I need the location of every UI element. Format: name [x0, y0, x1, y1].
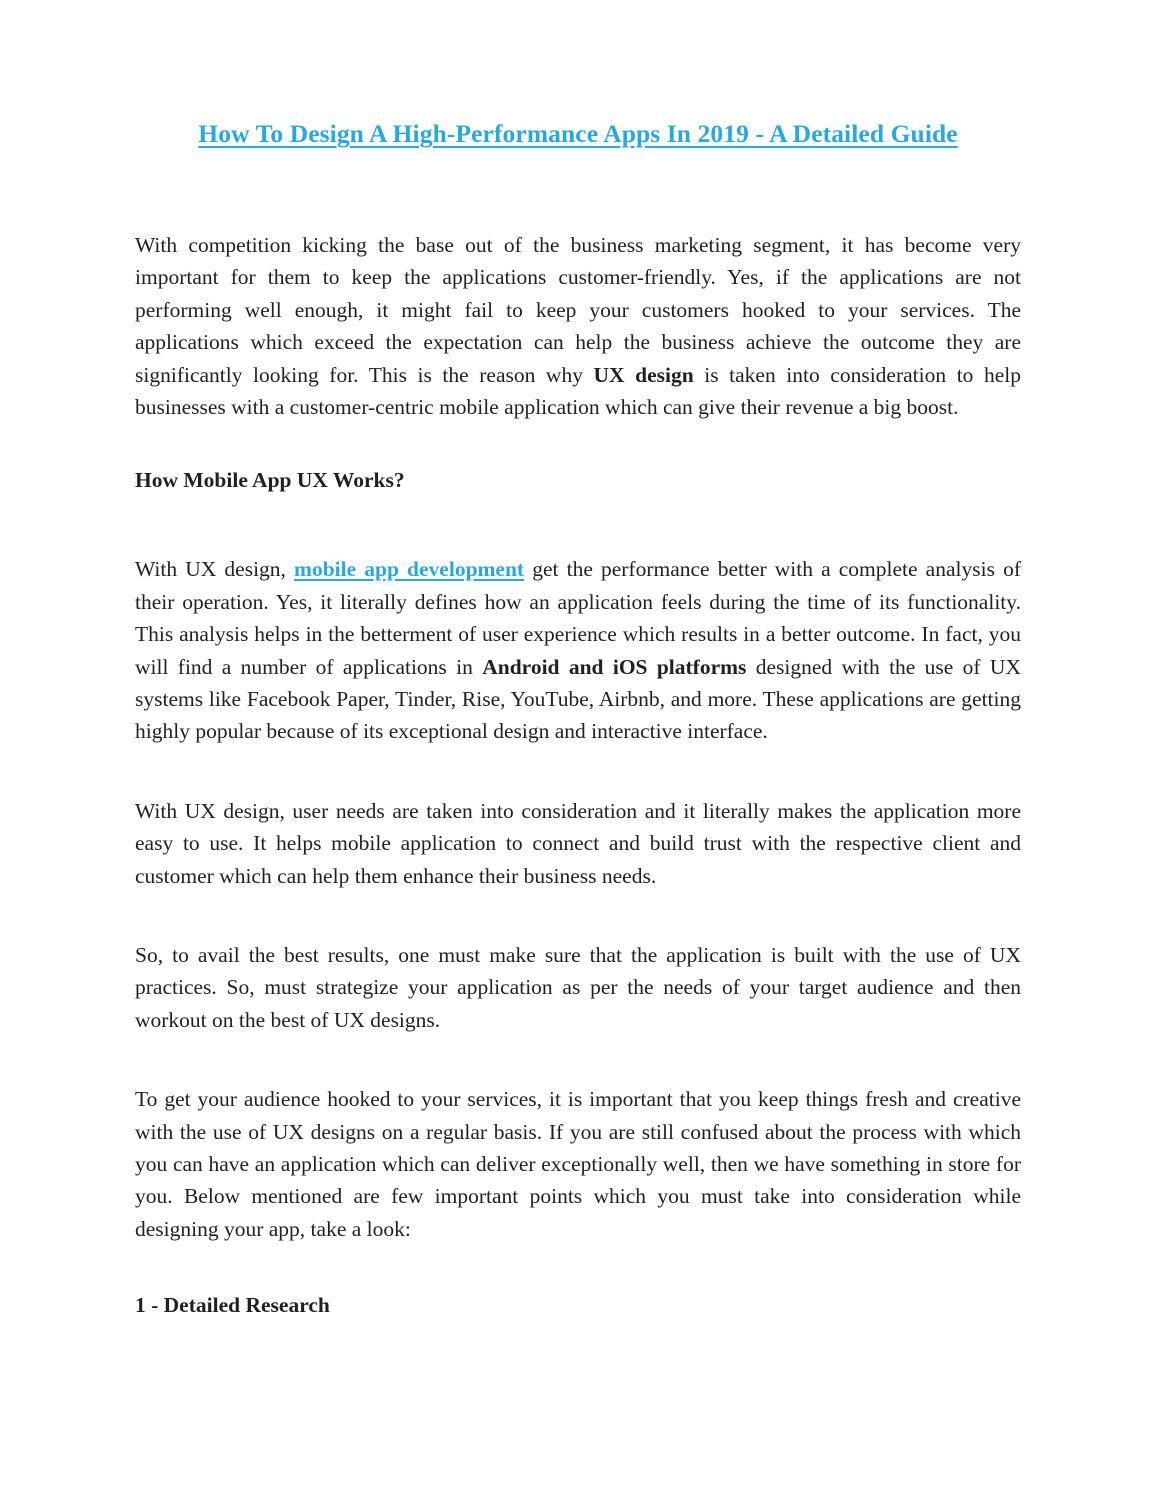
- spacer: [135, 150, 1021, 229]
- spacer: [135, 1036, 1021, 1083]
- heading-detailed-research: 1 - Detailed Research: [135, 1293, 330, 1318]
- spacer: [135, 1245, 1021, 1290]
- mobile-app-development-link[interactable]: mobile app development: [294, 557, 525, 582]
- document-content-column: [135, 118, 1021, 1320]
- paragraph-intro-text-part-2: is taken into consideration to help businesses with a customer-centric mobile application which can give their revenue a big boost.: [135, 362, 1021, 419]
- document-title-link[interactable]: How To Design A High-Performance Apps In 2019 - A Detailed Guide: [198, 119, 958, 148]
- paragraph-ux-overview-part-1: With UX design,: [135, 557, 295, 582]
- spacer: [135, 495, 1021, 553]
- paragraph-ux-overview-part-3: designed with the use of UX systems like Facebook Paper, Tinder, Rise, YouTube, Airbnb, and more. These applications are getting highly popular because of its exceptional design and interactive interface.: [135, 654, 1021, 744]
- paragraph-ux-overview-part-2: get the performance better with a complete analysis of their operation. Yes, it literally defines how an application feels during the time of its functionality. This analysis helps in the betterment of user experience which results in a better outcome. In fact, you will find a number of applications in: [135, 557, 1021, 679]
- heading-how-mobile-app-ux-works: How Mobile App UX Works?: [135, 468, 405, 493]
- paragraph-audience-hooked: To get your audience hooked to your services, it is important that you keep things fresh and creative with the use of UX designs on a regular basis. If you are still confused about the process with which you can have an application which can deliver exceptionally well, then we have something in store for you. Below mentioned are few important points which you must take into consideration while designing your app, take a look:: [135, 1087, 1021, 1241]
- spacer: [135, 892, 1021, 939]
- bold-android-and-ios-platforms: Android and iOS platforms: [482, 654, 747, 679]
- paragraph-user-needs: With UX design, user needs are taken into consideration and it literally makes the application more easy to use. It helps mobile application to connect and build trust with the respective client and customer which can help them enhance their business needs.: [135, 798, 1021, 888]
- paragraph-best-results: So, to avail the best results, one must make sure that the application is built with the use of UX practices. So, must strategize your application as per the needs of your target audience and then workout on the best of UX designs.: [135, 942, 1021, 1032]
- spacer: [135, 748, 1021, 795]
- paragraph-intro-text-part-1: With competition kicking the base out of the business marketing segment, it has become very important for them to keep the applications customer-friendly. Yes, if the applications are not performing well enough, it might fail to keep your customers hooked to your services. The applications which exceed the expectation can help the business achieve the outcome they are significantly looking for. This is the reason why: [135, 232, 1021, 387]
- spacer: [135, 423, 1021, 465]
- paragraph-ux-design-overview: [135, 553, 1021, 747]
- bold-ux-design: UX design: [593, 362, 694, 387]
- paragraph-intro: [135, 229, 1021, 423]
